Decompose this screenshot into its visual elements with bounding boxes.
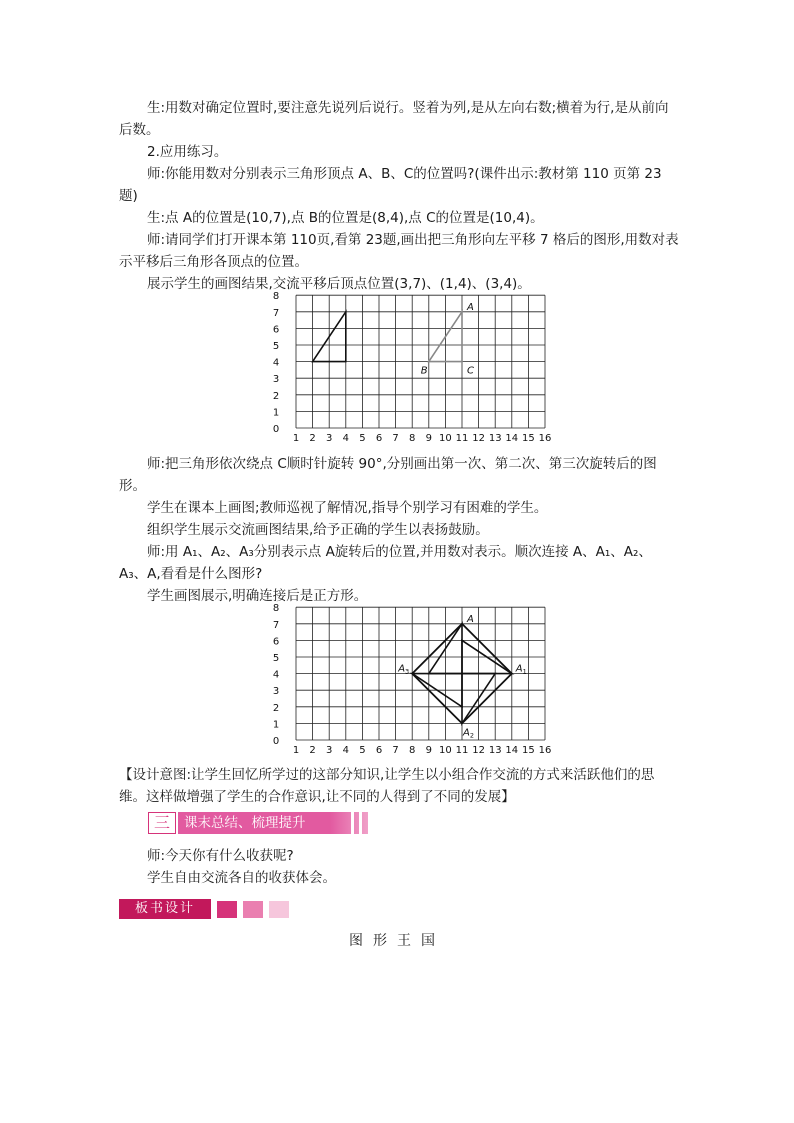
paragraph: 展示学生的画图结果,交流平移后顶点位置(3,7)、(1,4)、(3,4)。	[147, 276, 531, 292]
x-tick-label: 16	[538, 745, 552, 756]
x-tick-label: 10	[439, 745, 452, 756]
y-tick-label: 6	[272, 324, 280, 336]
paragraph: 组织学生展示交流画图结果,给予正确的学生以表扬鼓励。	[147, 522, 489, 538]
section-header	[148, 812, 370, 834]
x-tick-label: 15	[522, 745, 535, 756]
vertex-label: $A_3$	[398, 663, 410, 676]
x-tick-label: 3	[326, 745, 333, 756]
x-tick-label: 11	[455, 745, 469, 756]
paragraph: 生:点 A的位置是(10,7),点 B的位置是(8,4),点 C的位置是(10,4)。	[147, 210, 544, 226]
x-tick-label: 7	[392, 745, 399, 756]
y-tick-label: 5	[272, 653, 280, 664]
y-tick-label: 1	[272, 407, 280, 419]
y-tick-label: 0	[272, 424, 280, 435]
vertex-label: A	[467, 613, 474, 625]
y-tick-label: 3	[272, 686, 280, 698]
vertex-label: B	[420, 365, 428, 377]
x-tick-label: 2	[309, 745, 316, 756]
x-tick-label: 13	[488, 433, 502, 444]
x-tick-label: 6	[375, 433, 383, 444]
x-tick-label: 11	[455, 433, 469, 444]
x-tick-label: 12	[472, 745, 485, 756]
y-tick-label: 8	[272, 603, 280, 615]
board-design-label: 板书设计	[119, 899, 211, 919]
paragraph: 师:用 A₁、A₂、A₃分别表示点 A旋转后的位置,并用数对表示。顺次连接 A、A₁、A₂、A₃、A,看看是什么图形?	[119, 544, 652, 582]
y-tick-label: 3	[272, 374, 280, 386]
paragraph: 师:请同学们打开课本第 110页,看第 23题,画出把三角形向左平移 7 格后的图形,用数对表示平移后三角形各顶点的位置。	[119, 232, 679, 270]
x-tick-label: 13	[488, 745, 502, 756]
x-tick-label: 9	[425, 745, 432, 756]
paragraph: 师:今天你有什么收获呢?	[147, 848, 294, 864]
y-tick-label: 4	[272, 357, 280, 369]
decor-square	[243, 901, 263, 918]
paragraph: 学生在课本上画图;教师巡视了解情况,指导个别学习有困难的学生。	[147, 500, 548, 516]
y-tick-label: 8	[272, 291, 280, 303]
section-title-bar	[178, 812, 368, 834]
board-title: 图形王国	[349, 933, 445, 949]
x-tick-label: 16	[538, 433, 552, 444]
x-tick-label: 14	[505, 745, 519, 756]
y-tick-label: 2	[272, 702, 280, 714]
x-tick-label: 7	[392, 433, 399, 444]
y-tick-label: 0	[272, 736, 280, 747]
x-tick-label: 4	[342, 745, 349, 756]
y-tick-label: 4	[272, 669, 280, 681]
decor-square	[217, 901, 237, 918]
x-tick-label: 2	[309, 433, 316, 444]
section-number: 三	[148, 812, 176, 834]
x-tick-label: 12	[472, 433, 485, 444]
paragraph: 生:用数对确定位置时,要注意先说列后说行。竖着为列,是从左向右数;横着为行,是从前向后数。	[119, 100, 669, 138]
paragraph: 学生自由交流各自的收获体会。	[147, 870, 336, 886]
section-title: 课末总结、梳理提升	[184, 815, 306, 831]
paragraph: 师:你能用数对分别表示三角形顶点 A、B、C的位置吗?(课件出示:教材第 110 页第 23 题)	[119, 166, 662, 204]
paragraph: 学生画图展示,明确连接后是正方形。	[147, 588, 368, 604]
vertex-label: $A_1$	[515, 663, 527, 676]
x-tick-label: 14	[505, 433, 519, 444]
y-tick-label: 6	[272, 636, 280, 648]
x-tick-label: 5	[359, 433, 366, 444]
y-tick-label: 7	[272, 619, 280, 631]
paragraph: 2.应用练习。	[147, 144, 228, 160]
x-tick-label: 8	[409, 433, 416, 444]
x-tick-label: 3	[326, 433, 333, 444]
x-tick-label: 6	[375, 745, 383, 756]
y-tick-label: 7	[272, 307, 280, 319]
decor-square	[269, 901, 289, 918]
y-tick-label: 1	[272, 719, 280, 731]
x-tick-label: 4	[342, 433, 349, 444]
vertex-label: $A_2$	[463, 727, 474, 740]
x-tick-label: 8	[409, 745, 416, 756]
coordinate-grid-rotation	[262, 600, 562, 758]
x-tick-label: 1	[292, 433, 300, 444]
x-tick-label: 1	[292, 745, 300, 756]
x-tick-label: 5	[359, 745, 366, 756]
y-tick-label: 5	[272, 341, 280, 352]
vertex-label: A	[467, 301, 474, 313]
coordinate-grid-translation	[262, 288, 562, 446]
x-tick-label: 10	[439, 433, 452, 444]
x-tick-label: 15	[522, 433, 535, 444]
design-intent: 【设计意图:让学生回忆所学过的这部分知识,让学生以小组合作交流的方式来活跃他们的思维。这样做增强了学生的合作意识,让不同的人得到了不同的发展】	[119, 767, 655, 805]
y-tick-label: 2	[272, 390, 280, 402]
x-tick-label: 9	[425, 433, 432, 444]
paragraph: 师:把三角形依次绕点 C顺时针旋转 90°,分别画出第一次、第二次、第三次旋转后的图形。	[119, 456, 657, 494]
vertex-label: C	[467, 365, 474, 377]
